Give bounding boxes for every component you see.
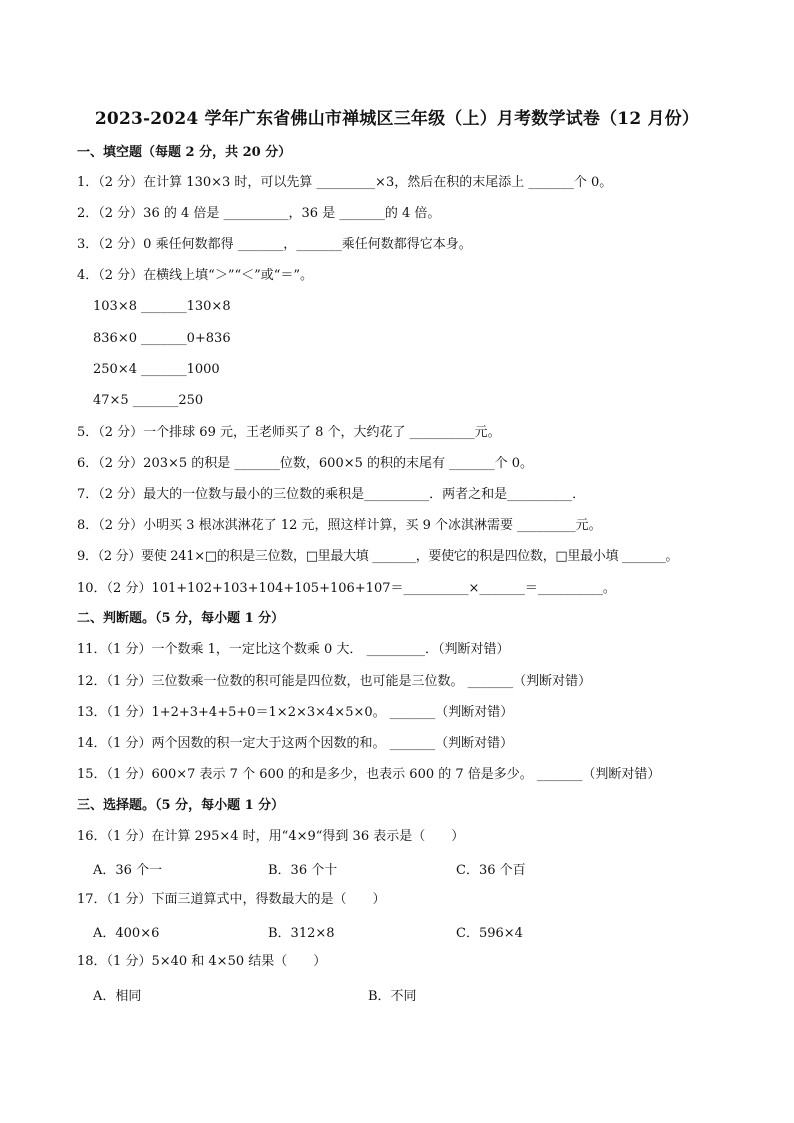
question-4-item-a: 103×8 _______130×8 bbox=[93, 299, 231, 314]
question-16-option-c: C．36 个百 bbox=[456, 863, 526, 878]
question-4-item-d: 47×5 _______250 bbox=[93, 393, 204, 408]
section-heading-fill: 一、填空题（每题 2 分，共 20 分） bbox=[77, 145, 292, 160]
question-17-option-b: B．312×8 bbox=[268, 926, 335, 941]
question-11: 11．（1 分）一个数乘 1，一定比这个数乘 0 大． _________．（判断对错） bbox=[77, 642, 510, 657]
question-9: 9．（2 分）要使 241×□的积是三位数，□里最大填 _______，要使它的积是四位数，□里最小填 _______。 bbox=[77, 549, 679, 564]
question-17-option-c: C．596×4 bbox=[456, 926, 523, 941]
question-18-option-a: A．相同 bbox=[93, 989, 142, 1004]
question-4-item-b: 836×0 _______0+836 bbox=[93, 331, 231, 346]
question-14: 14．（1 分）两个因数的积一定大于这两个因数的和。 _______（判断对错） bbox=[77, 736, 514, 751]
question-16: 16．（1 分）在计算 295×4 时，用“4×9“得到 36 表示是（ ） bbox=[77, 829, 465, 844]
question-12: 12．（1 分）三位数乘一位数的积可能是四位数，也可能是三位数。 _______（判断对错） bbox=[77, 674, 592, 689]
question-13: 13．（1 分）1+2+3+4+5+0＝1×2×3×4×5×0。 _______（判断对错） bbox=[77, 705, 514, 720]
question-3: 3．（2 分）0 乘任何数都得 _______，_______乘任何数都得它本身。 bbox=[77, 237, 472, 252]
page-title: 2023-2024 学年广东省佛山市禅城区三年级（上）月考数学试卷（12 月份） bbox=[94, 109, 700, 129]
question-10: 10．（2 分）101+102+103+104+105+106+107＝__________×_______＝__________。 bbox=[77, 581, 616, 596]
question-1: 1．（2 分）在计算 130×3 时，可以先算 _________×3，然后在积的末尾添上 _______个 0。 bbox=[77, 175, 613, 190]
question-17: 17．（1 分）下面三道算式中，得数最大的是（ ） bbox=[77, 892, 386, 907]
question-5: 5．（2 分）一个排球 69 元，王老师买了 8 个，大约花了 __________元。 bbox=[77, 425, 501, 440]
question-2: 2．（2 分）36 的 4 倍是 __________，36 是 _______的 4 倍。 bbox=[77, 206, 441, 221]
question-7: 7．（2 分）最大的一位数与最小的三位数的乘积是__________．两者之和是__________． bbox=[77, 487, 586, 502]
section-heading-choice: 三、选择题。（5 分，每小题 1 分） bbox=[77, 798, 285, 813]
question-16-option-b: B．36 个十 bbox=[268, 863, 338, 878]
section-heading-judge: 二、判断题。（5 分，每小题 1 分） bbox=[77, 611, 285, 626]
question-16-option-a: A．36 个一 bbox=[93, 863, 163, 878]
question-18-option-b: B．不同 bbox=[368, 989, 417, 1004]
question-17-option-a: A．400×6 bbox=[93, 926, 160, 941]
question-15: 15．（1 分）600×7 表示 7 个 600 的和是多少，也表示 600 的 7 倍是多少。 _______（判断对错） bbox=[77, 767, 661, 782]
question-18: 18．（1 分）5×40 和 4×50 结果（ ） bbox=[77, 954, 327, 969]
question-8: 8．（2 分）小明买 3 根冰淇淋花了 12 元，照这样计算，买 9 个冰淇淋需要 _________元。 bbox=[77, 518, 602, 533]
question-6: 6．（2 分）203×5 的积是 _______位数，600×5 的积的末尾有 _______个 0。 bbox=[77, 456, 534, 471]
question-4-item-c: 250×4 _______1000 bbox=[93, 362, 220, 377]
question-4: 4．（2 分）在横线上填“＞”“＜”或“＝”。 bbox=[77, 268, 314, 283]
